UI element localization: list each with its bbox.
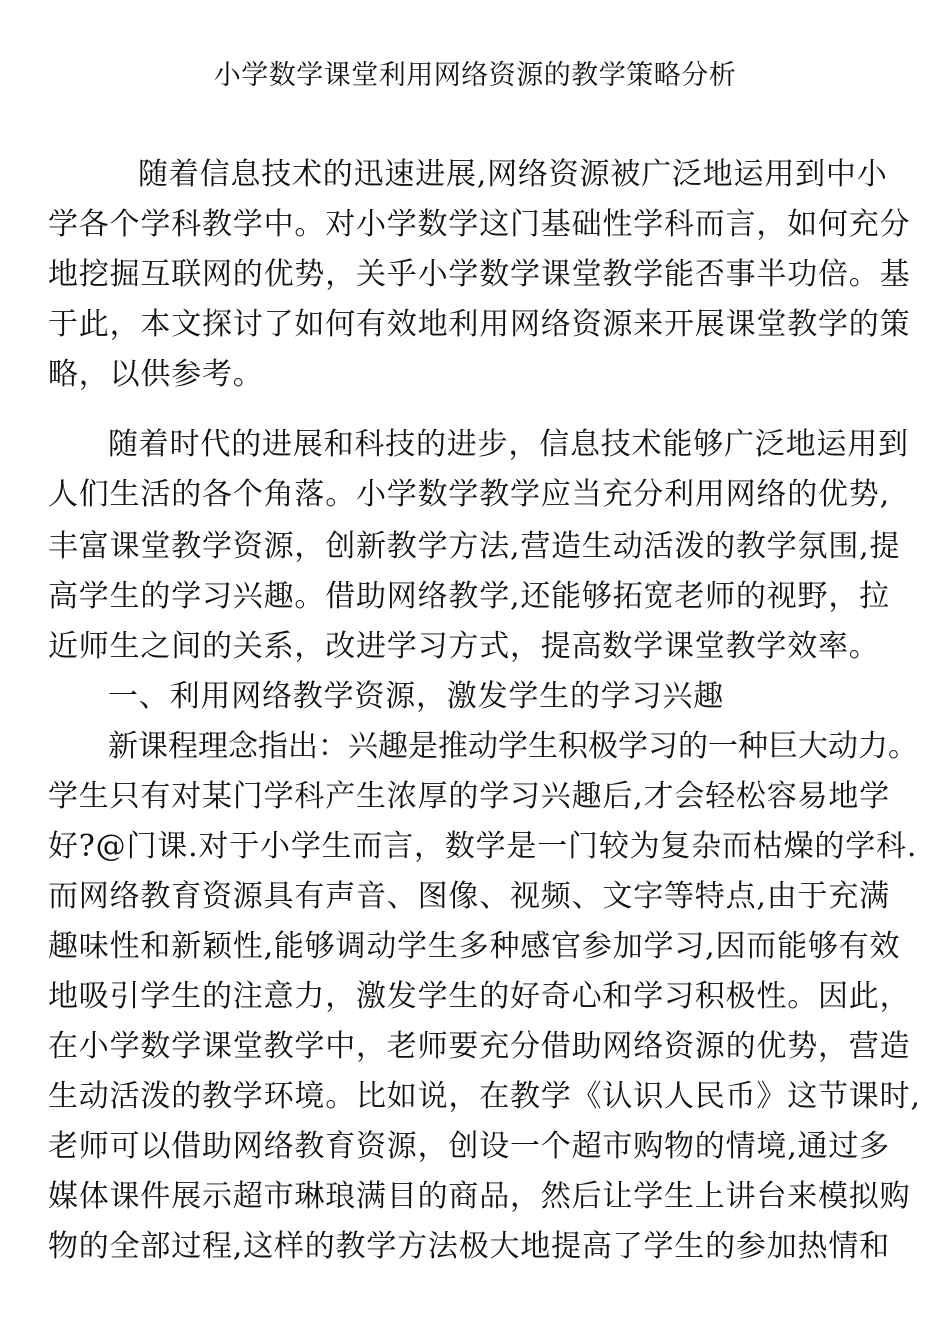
text-line: 生动活泼的教学环境。比如说，在教学《认识人民币》这节课时,	[48, 1079, 921, 1114]
text-line: 物的全部过程,这样的教学方法极大地提高了学生的参加热情和	[48, 1229, 890, 1264]
text-line: 趣味性和新颖性,能够调动学生多种感官参加学习,因而能够有效	[48, 929, 901, 964]
text-line: 学各个学科教学中。对小学数学这门基础性学科而言，如何充分	[48, 207, 911, 242]
text-line: 在小学数学课堂教学中，老师要充分借助网络资源的优势，营造	[48, 1029, 911, 1064]
text-line: 人们生活的各个角落。小学数学教学应当充分利用网络的优势,	[48, 477, 890, 512]
document-title: 小学数学课堂利用网络资源的教学策略分析	[213, 60, 737, 91]
text-line: 近师生之间的关系，改进学习方式，提高数学课堂教学效率。	[48, 629, 880, 664]
text-line: 略，以供参考。	[48, 357, 264, 392]
text-line: 好?@门课.对于小学生而言，数学是一门较为复杂而枯燥的学科.	[48, 829, 918, 864]
text-line: 媒体课件展示超市琳琅满目的商品，然后让学生上讲台来模拟购	[48, 1179, 911, 1214]
text-line: 老师可以借助网络教育资源，创设一个超市购物的情境,通过多	[48, 1129, 890, 1164]
text-line: 地吸引学生的注意力，激发学生的好奇心和学习积极性。因此，	[48, 979, 911, 1014]
text-line: 学生只有对某门学科产生浓厚的学习兴趣后,才会轻松容易地学	[48, 779, 890, 814]
section-heading: 一、利用网络教学资源，激发学生的学习兴趣	[108, 679, 724, 714]
text-line: 丰富课堂教学资源，创新教学方法,营造生动活泼的教学氛围,提	[48, 529, 901, 564]
text-line: 地挖掘互联网的优势，关乎小学数学课堂教学能否事半功倍。基	[48, 257, 911, 292]
text-line: 而网络教育资源具有声音、图像、视频、文字等特点,由于充满	[48, 879, 890, 914]
text-line: 新课程理念指出：兴趣是推动学生积极学习的一种巨大动力。	[108, 729, 918, 764]
text-line: 于此，本文探讨了如何有效地利用网络资源来开展课堂教学的策	[48, 307, 911, 342]
text-line: 随着信息技术的迅速进展,网络资源被广泛地运用到中小	[138, 157, 888, 192]
text-line: 高学生的学习兴趣。借助网络教学,还能够拓宽老师的视野，拉	[48, 579, 890, 614]
text-line: 随着时代的进展和科技的进步，信息技术能够广泛地运用到	[108, 427, 909, 462]
